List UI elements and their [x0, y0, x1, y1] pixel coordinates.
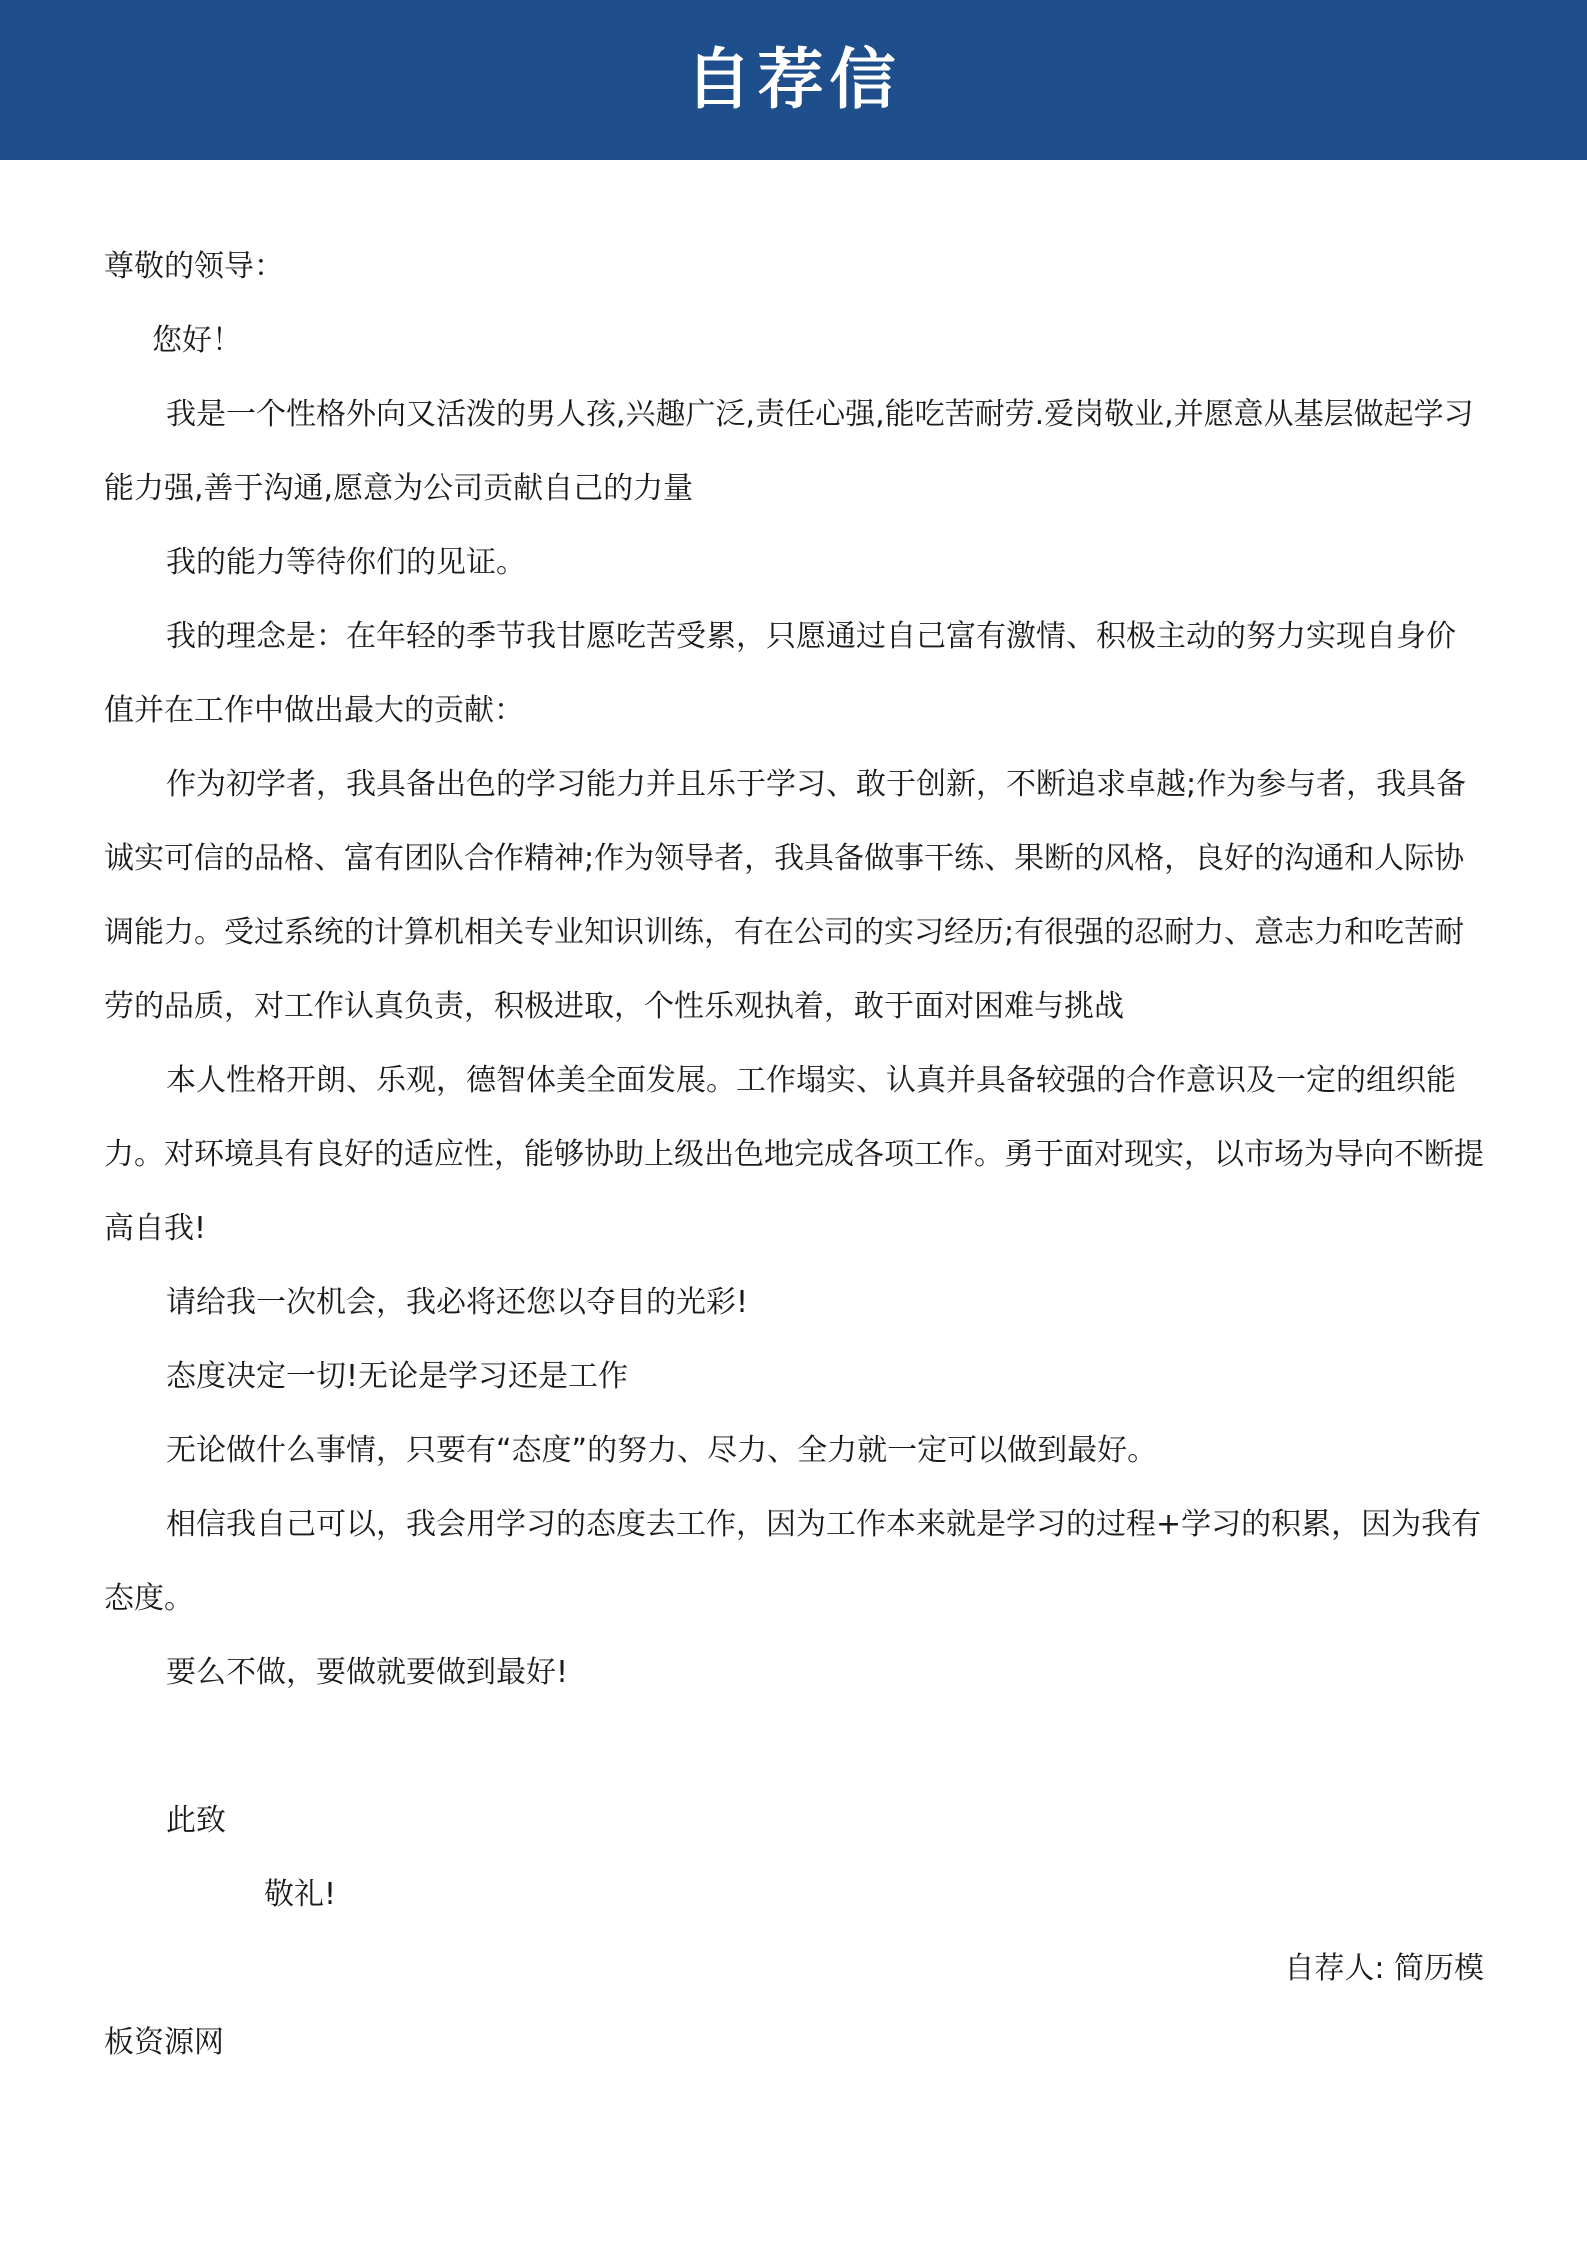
letter-paragraph: 要么不做，要做就要做到最好! [166, 1655, 569, 1690]
letter-paragraph: 我的能力等待你们的见证。 [166, 545, 526, 580]
letter-paragraph: 作为初学者，我具备出色的学习能力并且乐于学习、敢于创新，不断追求卓越;作为参与者，我具备诚实可信的品格、富有团队合作精神;作为领导者，我具备做事干练、果断的风格，良好的沟通和人际协调能力。受过系统的计算机相关专业知识训练，有在公司的实习经历;有很强的忍耐力、意志力和吃苦耐劳的品质，对工作认真负责，积极进取，个性乐观执着，敢于面对困难与挑战 [104, 767, 1467, 1024]
letter-paragraph: 本人性格开朗、乐观，德智体美全面发展。工作塌实、认真并具备较强的合作意识及一定的组织能力。对环境具有良好的适应性，能够协助上级出色地完成各项工作。勇于面对现实，以市场为导向不断提高自我! [104, 1063, 1484, 1246]
letter-paragraph: 无论做什么事情，只要有“态度”的努力、尽力、全力就一定可以做到最好。 [166, 1433, 1158, 1468]
letter-paragraph: 态度决定一切!无论是学习还是工作 [166, 1359, 629, 1394]
letter-paragraph: 相信我自己可以，我会用学习的态度去工作，因为工作本来就是学习的过程+学习的积累，因为我有态度。 [104, 1507, 1482, 1616]
letter-paragraph: 我是一个性格外向又活泼的男人孩,兴趣广泛,责任心强,能吃苦耐劳.爱岗敬业,并愿意从基层做起学习能力强,善于沟通,愿意为公司贡献自己的力量 [104, 397, 1474, 506]
letter-salutation: 尊敬的领导： [104, 249, 284, 284]
letter-paragraph: 我的理念是：在年轻的季节我甘愿吃苦受累，只愿通过自己富有激情、积极主动的努力实现自身价值并在工作中做出最大的贡献： [104, 619, 1456, 728]
letter-greeting: 您好！ [152, 323, 242, 358]
page-title: 自荐信 [685, 41, 902, 118]
letter-regards: 敬礼! [264, 1877, 337, 1912]
letter-signature: 自荐人: 简历模 [1284, 1951, 1484, 1986]
blank-line [104, 1710, 1484, 1784]
letter-body [104, 230, 1484, 2080]
letter-closing: 此致 [166, 1803, 226, 1838]
header-banner [0, 0, 1587, 160]
letter-paragraph: 请给我一次机会，我必将还您以夺目的光彩! [166, 1285, 749, 1320]
letter-signature-tail: 板资源网 [104, 2025, 224, 2060]
